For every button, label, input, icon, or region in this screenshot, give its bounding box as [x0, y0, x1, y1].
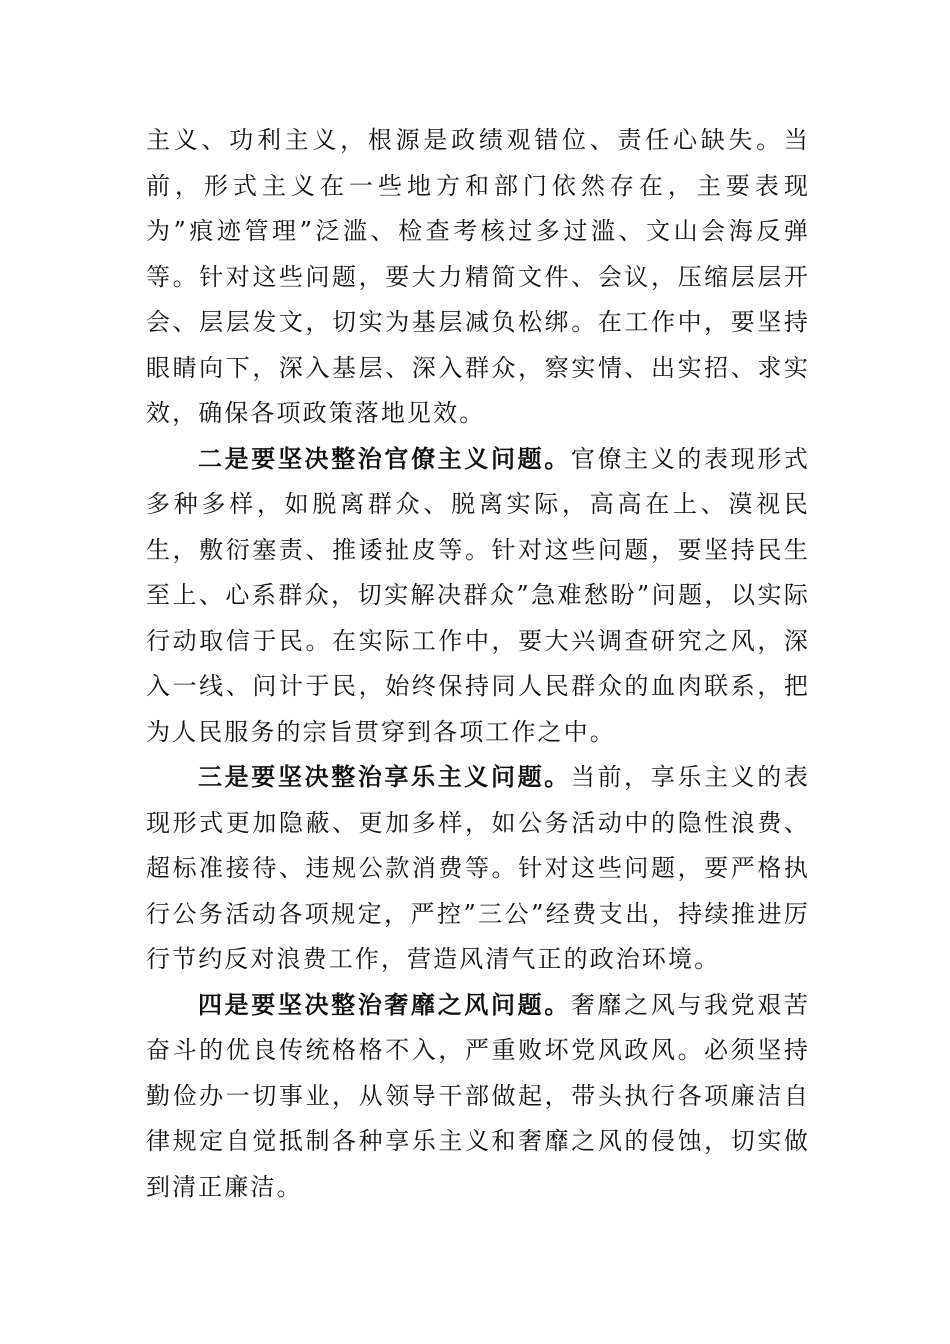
paragraph-bureaucratism: [146, 437, 810, 756]
paragraph-lead-heading: 二是要坚决整治官僚主义问题。: [198, 444, 571, 473]
paragraph-lead-heading: 三是要坚决整治享乐主义问题。: [198, 763, 571, 791]
paragraph-body: 主义、功利主义，根源是政绩观错位、责任心缺失。当前，形式主义在一些地方和部门依然存在，主要表现为”痕迹管理”泛滥、检查考核过多过滥、文山会海反弹等。针对这些问题，要大力精简文件、会议，压缩层层开会、层层发文，切实为基层减负松绑。在工作中，要坚持眼睛向下，深入基层、深入群众，察实情、出实招、求实效，确保各项政策落地见效。: [146, 126, 810, 427]
document-page: [146, 118, 810, 1210]
paragraph-hedonism: [146, 755, 810, 983]
paragraph-body: 奢靡之风与我党艰苦奋斗的优良传统格格不入，严重败坏党风政风。必须坚持勤俭办一切事业，从领导干部做起，带头执行各项廉洁自律规定自觉抵制各种享乐主义和奢靡之风的侵蚀，切实做到清正廉洁。: [146, 990, 810, 1201]
paragraph-formalism-continued: [146, 118, 810, 437]
paragraph-body: 当前，享乐主义的表现形式更加隐蔽、更加多样，如公务活动中的隐性浪费、超标准接待、违规公款消费等。针对这些问题，要严格执行公务活动各项规定，严控”三公”经费支出，持续推进厉行节约反对浪费工作，营造风清气正的政治环境。: [146, 763, 810, 973]
paragraph-extravagance: [146, 983, 810, 1211]
paragraph-lead-heading: 四是要坚决整治奢靡之风问题。: [198, 990, 571, 1019]
paragraph-body: 官僚主义的表现形式多种多样，如脱离群众、脱离实际，高高在上、漠视民生，敷衍塞责、推诿扯皮等。针对这些问题，要坚持民生至上、心系群众，切实解决群众”急难愁盼”问题，以实际行动取信于民。在实际工作中，要大兴调查研究之风，深入一线、问计于民，始终保持同人民群众的血肉联系，把为人民服务的宗旨贯穿到各项工作之中。: [146, 444, 810, 746]
